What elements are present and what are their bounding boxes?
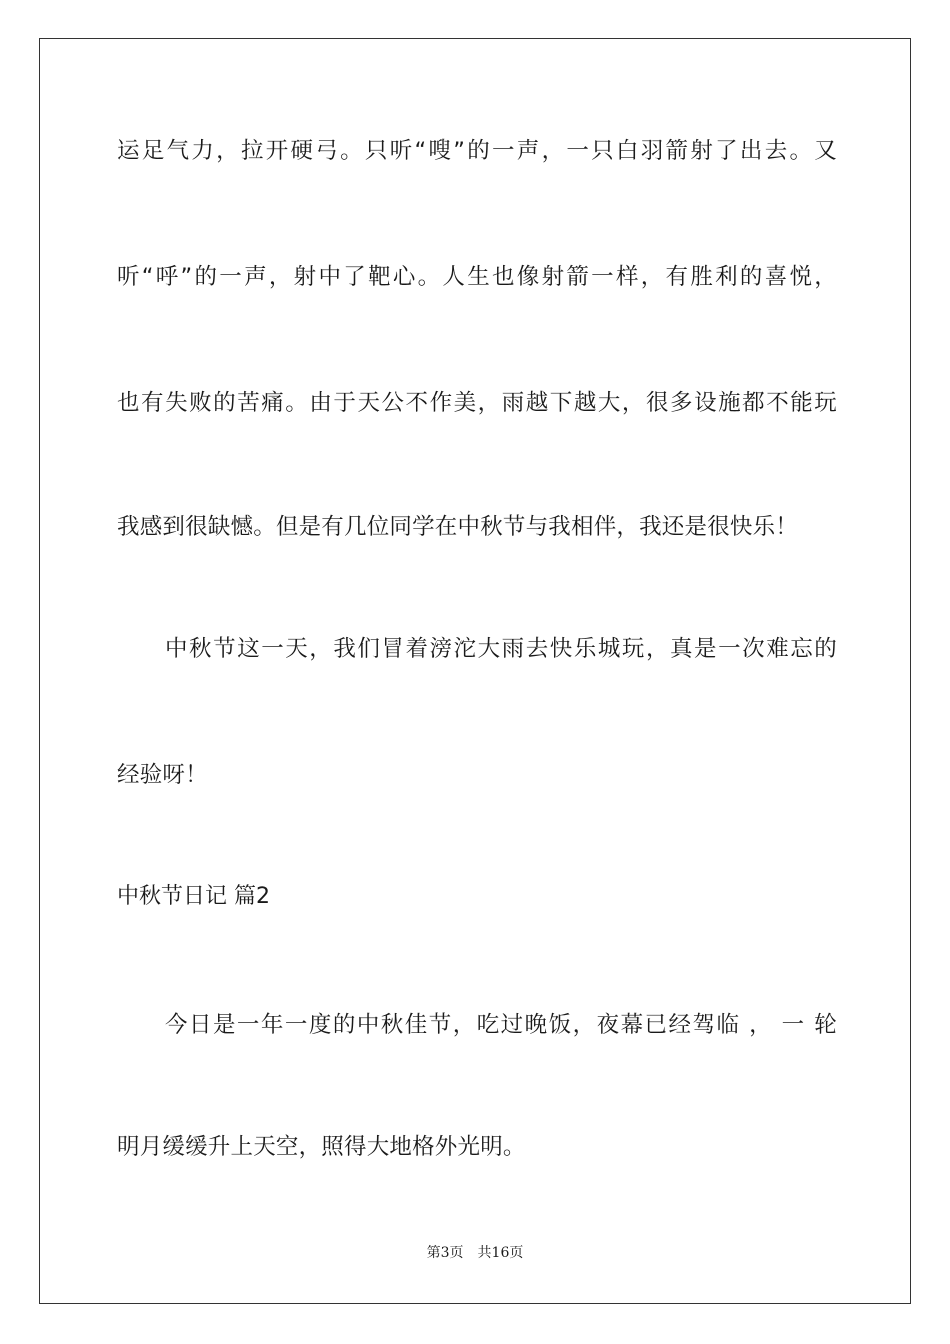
paragraph-line-3: 也有失败的苦痛。由于天公不作美，雨越下越大，很多设施都不能玩 (117, 390, 837, 416)
page-number: 第3页 (426, 1245, 464, 1261)
paragraph-line-1: 运足气力，拉开硬弓。只听“嗖”的一声，一只白羽箭射了出去。又 (117, 138, 837, 164)
paragraph-line-8: 明月缓缓升上天空，照得大地格外光明。 (117, 1134, 526, 1160)
page-border (39, 38, 911, 1304)
paragraph-line-2: 听“呼”的一声，射中了靶心。人生也像射箭一样，有胜利的喜悦， (117, 264, 837, 290)
section-heading: 中秋节日记 篇2 (117, 884, 270, 909)
paragraph-line-7: 今日是一年一度的中秋佳节，吃过晚饭，夜幕已经驾临 ， 一 轮 (165, 1012, 837, 1038)
page-footer (0, 1244, 950, 1262)
paragraph-line-6: 经验呀！ (117, 762, 208, 788)
paragraph-line-4: 我感到很缺憾。但是有几位同学在中秋节与我相伴，我还是很快乐！ (117, 514, 799, 540)
page-total: 共16页 (477, 1245, 524, 1261)
paragraph-line-5: 中秋节这一天，我们冒着滂沱大雨去快乐城玩，真是一次难忘的 (165, 636, 837, 662)
